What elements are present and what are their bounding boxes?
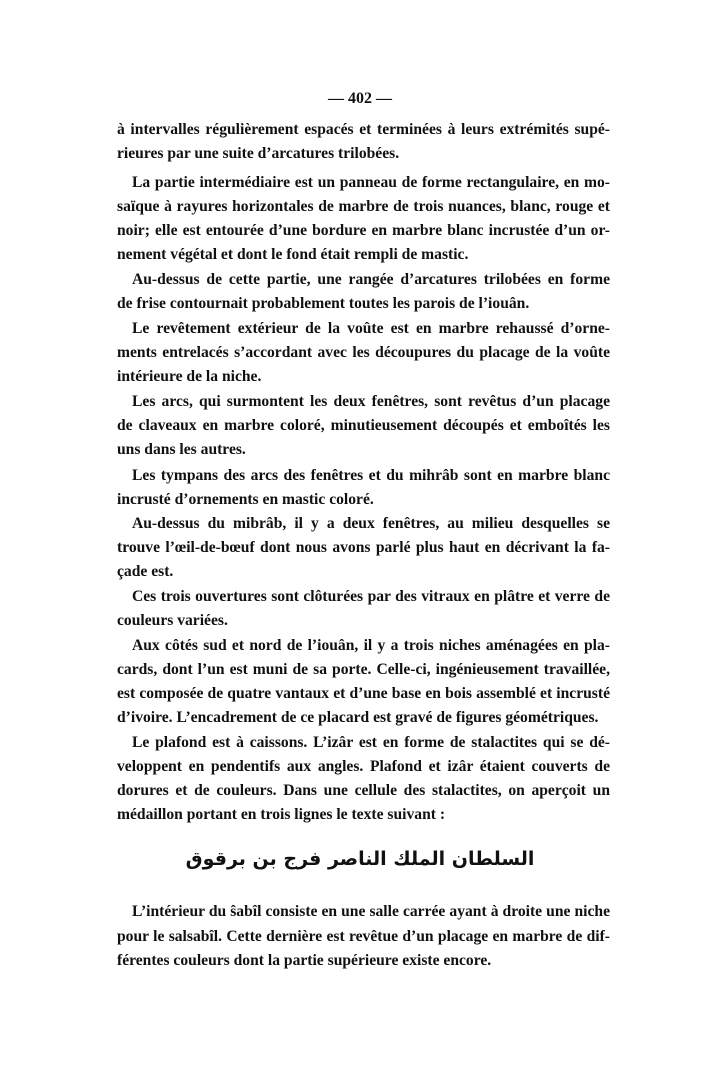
- text-line: pour le salsabîl. Cette dernière est revêtue d’un placage en marbre de dif-: [117, 928, 610, 945]
- text-line: Ces trois ouvertures sont clôturées par des vitraux en plâtre et verre de: [132, 588, 610, 605]
- text-line: médaillon portant en trois lignes le texte suivant :: [117, 806, 446, 823]
- text-line: incrusté d’ornements en mastic coloré.: [117, 491, 374, 508]
- text-line: Les tympans des arcs des fenêtres et du mihrâb sont en marbre blanc: [132, 467, 610, 484]
- text-line: Le revêtement extérieur de la voûte est en marbre rehaussé d’orne-: [132, 320, 610, 337]
- text-line: dorures et de couleurs. Dans une cellule des stalactites, on aperçoit un: [117, 782, 610, 799]
- text-line: Au-dessus de cette partie, une rangée d’arcatures trilobées en forme: [132, 271, 610, 288]
- text-line: couleurs variées.: [117, 612, 228, 629]
- text-line: à intervalles régulièrement espacés et terminées à leurs extrémités supé-: [117, 121, 610, 138]
- text-line: Les arcs, qui surmontent les deux fenêtres, sont revêtus d’un placage: [132, 393, 610, 410]
- text-line: uns dans les autres.: [117, 441, 246, 458]
- text-line: de frise contournait probablement toutes les parois de l’iouân.: [117, 295, 530, 312]
- text-line: nement végétal et dont le fond était rempli de mastic.: [117, 246, 469, 263]
- text-line: férentes couleurs dont la partie supérieure existe encore.: [117, 952, 492, 969]
- text-line: Au-dessus du mibrâb, il y a deux fenêtres, au milieu desquelles se: [132, 515, 610, 532]
- text-line: veloppent en pendentifs aux angles. Plafond et izâr étaient couverts de: [117, 758, 610, 775]
- text-line: est composée de quatre vantaux et d’une base en bois assemblé et incrusté: [117, 685, 610, 702]
- arabic-inscription: السلطان الملك الناصر فرج بن برقوق: [185, 848, 535, 870]
- text-line: noir; elle est entourée d’une bordure en marbre blanc incrustée d’un or-: [117, 222, 610, 239]
- text-line: Aux côtés sud et nord de l’iouân, il y a trois niches aménagées en pla-: [132, 637, 610, 654]
- text-line: çade est.: [117, 563, 174, 580]
- page-number: — 402 —: [328, 90, 392, 107]
- text-line: La partie intermédiaire est un panneau de forme rectangulaire, en mo-: [132, 174, 610, 191]
- text-line: trouve l’œil-de-bœuf dont nous avons parlé plus haut en décrivant la fa-: [117, 539, 610, 556]
- text-line: saïque à rayures horizontales de marbre de trois nuances, blanc, rouge et: [117, 198, 610, 215]
- text-line: ments entrelacés s’accordant avec les découpures du placage de la voûte: [117, 344, 610, 361]
- text-line: d’ivoire. L’encadrement de ce placard est gravé de figures géométriques.: [117, 709, 599, 726]
- text-line: cards, dont l’un est muni de sa porte. Celle-ci, ingénieusement travaillée,: [117, 661, 610, 678]
- text-line: rieures par une suite d’arcatures trilobées.: [117, 145, 400, 162]
- text-line: L’intérieur du ŝabîl consiste en une salle carrée ayant à droite une niche: [132, 903, 610, 920]
- text-line: intérieure de la niche.: [117, 368, 262, 385]
- text-line: Le plafond est à caissons. L’izâr est en forme de stalactites qui se dé-: [132, 734, 610, 751]
- text-line: de claveaux en marbre coloré, minutieusement découpés et emboîtés les: [117, 417, 610, 434]
